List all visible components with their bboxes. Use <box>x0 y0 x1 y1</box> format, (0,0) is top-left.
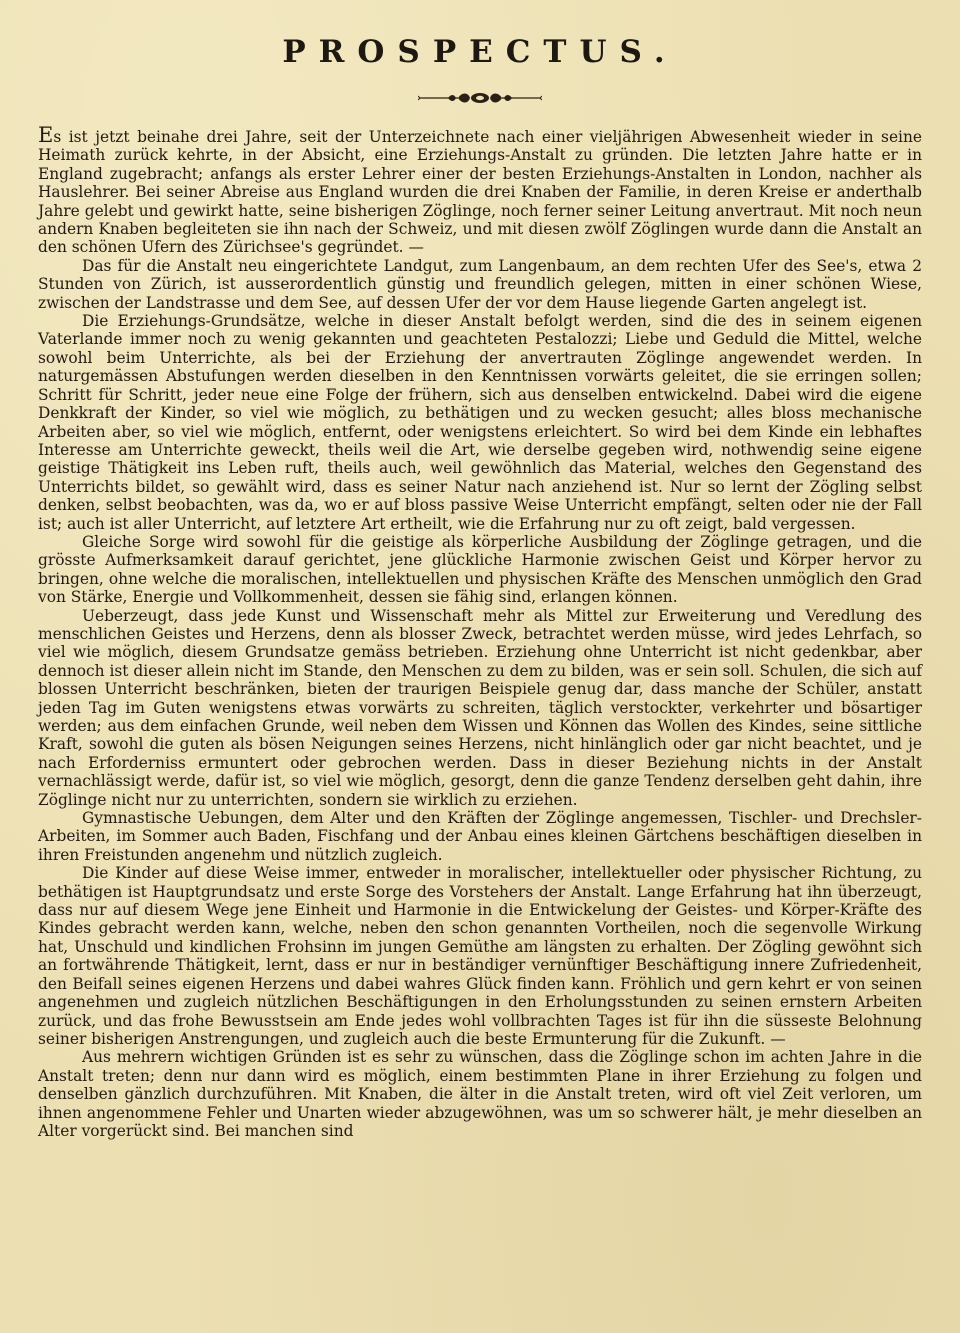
page-title: PROSPECTUS. <box>282 34 678 70</box>
initial-letter: E <box>38 123 54 147</box>
decorative-flourish-icon <box>418 90 542 106</box>
paragraph-text: s ist jetzt beinahe drei Jahre, seit der Unterzeichnete nach einer vieljährigen Abwesenheit wieder in seine Heimath zurück kehrte, in der Absicht, eine Erziehungs-Anstalt zu gründen. Die letzten Jahre hatte er in England zugebracht; anfangs als erster Lehrer einer der besten Erziehungs-Anstalten in London, nachher als Hauslehrer. Bei seiner Abreise aus England wurden die drei Knaben der Familie, in deren Kreise er anderthalb Jahre gelebt und gewirkt hatte, seine bisherigen Zöglinge, noch ferner seiner Leitung anvertraut. Mit noch neun andern Knaben begleiteten sie ihn nach der Schweiz, und mit diesen zwölf Zöglingen wurde dann die Anstalt an den schönen Ufern des Zürichsee's gegründet. — <box>38 128 922 257</box>
paragraph-4: Gleiche Sorge wird sowohl für die geistige als körperliche Ausbildung der Zöglinge getragen, und die grösste Aufmerksamkeit darauf gerichtet, jene glückliche Harmonie zwischen Geist und Körper hervor zu bringen, ohne welche die moralischen, intellektuellen und physischen Kräfte des Menschen unmöglich den Grad von Stärke, Energie und Vollkommenheit, dessen sie fähig sind, erlangen können. <box>38 532 922 607</box>
paragraph-3: Die Erziehungs-Grundsätze, welche in dieser Anstalt befolgt werden, sind die des in seinem eigenen Vaterlande immer noch zu wenig gekannten und geachteten Pestalozzi; Liebe und Geduld die Mittel, welche sowohl beim Unterrichte, als bei der Erziehung der anvertrauten Zöglinge angewendet werden. In naturgemässen Abstufungen werden dieselben in den Kenntnissen vorwärts geleitet, die sie erringen sollen; Schritt für Schritt, jeder neue eine Folge der frühern, sich aus denselben entwickelnd. Dabei wird die eigene Denkkraft der Kinder, so viel wie möglich, zu bethätigen und zu wecken gesucht; alles bloss mechanische Arbeiten aber, so viel wie möglich, entfernt, oder wenigstens erleichtert. So wird bei dem Kinde ein lebhaftes Interesse am Unterrichte geweckt, theils weil die Art, wie derselbe gegeben wird, nothwendig seine eigene geistige Thätigkeit ins Leben ruft, theils auch, weil gewöhnlich das Material, welches den Gegenstand des Unterrichts bildet, so gewählt wird, dass es seiner Natur nach anziehend ist. Nur so lernt der Zögling selbst denken, selbst beobachten, was da, wo er auf bloss passive Weise Unterricht empfängt, selten oder nie der Fall ist; auch ist aller Unterricht, auf letztere Art ertheilt, wie die Erfahrung nur zu oft zeigt, bald vergessen. <box>38 312 922 533</box>
paragraph-6: Gymnastische Uebungen, dem Alter und den Kräften der Zöglinge angemessen, Tischler- und Drechsler-Arbeiten, im Sommer auch Baden, Fischfang und der Anbau eines kleinen Gärtchens beschäftigen dieselben in ihren Freistunden angenehm und nützlich zugleich. <box>38 809 922 864</box>
paragraph-1 <box>38 123 922 257</box>
paragraph-5: Ueberzeugt, dass jede Kunst und Wissenschaft mehr als Mittel zur Erweiterung und Veredlung des menschlichen Geistes und Herzens, denn als blosser Zweck, betrachtet werden müsse, wird jedes Lehrfach, so viel wie möglich, diesem Grundsatze gemäss betrieben. Erziehung ohne Unterricht ist nicht gedenkbar, aber dennoch ist dieser allein nicht im Stande, den Menschen zu dem zu bilden, was er sein soll. Schulen, die sich auf blossen Unterricht beschränken, bieten der traurigen Beispiele genug dar, dass manche der Schüler, anstatt jeden Tag im Guten wenigstens etwas vorwärts zu schreiten, täglich verstockter, verkehrter und bösartiger werden; aus dem einfachen Grunde, weil neben dem Wissen und Können das Wollen des Kindes, seine sittliche Kraft, sowohl die guten als bösen Neigungen seines Herzens, nicht hinlänglich oder gar nicht beachtet, und je nach Erforderniss ermuntert oder gebrochen werden. Dass in dieser Beziehung nichts in der Anstalt vernachlässigt werde, dafür ist, so viel wie möglich, gesorgt, denn die ganze Tendenz derselben geht dahin, ihre Zöglinge nicht nur zu unterrichten, sondern sie wirklich zu erziehen. <box>38 606 922 809</box>
prospectus-body <box>38 123 922 1140</box>
paragraph-8: Aus mehrern wichtigen Gründen ist es sehr zu wünschen, dass die Zöglinge schon im achten Jahre in die Anstalt treten; denn nur dann wird es möglich, einem bestimmten Plane in ihrer Erziehung zu folgen und denselben gänzlich durchzuführen. Mit Knaben, die älter in die Anstalt treten, wird oft viel Zeit verloren, um ihnen angenommene Fehler und Unarten wieder abzugewöhnen, was um so schwerer hält, je mehr dieselben an Alter vorgerückt sind. Bei manchen sind <box>38 1048 922 1140</box>
paragraph-7: Die Kinder auf diese Weise immer, entweder in moralischer, intellektueller oder physischer Richtung, zu bethätigen ist Hauptgrundsatz und erste Sorge des Vorstehers der Anstalt. Lange Erfahrung hat ihn überzeugt, dass nur auf diesem Wege jene Einheit und Harmonie in die Entwickelung der Geistes- und Körper-Kräfte des Kindes gebracht werden kann, welche, neben den schon genannten Vortheilen, noch die segenvolle Wirkung hat, Unschuld und kindlichen Frohsinn im jungen Gemüthe am längsten zu erhalten. Der Zögling gewöhnt sich an fortwährende Thätigkeit, lernt, dass er nur in beständiger vernünftiger Beschäftigung innere Zufriedenheit, den Beifall seines eigenen Herzens und dabei wahres Glück finden kann. Fröhlich und gern kehrt er von seinen angenehmen und zugleich nützlichen Beschäftigungen in den Erholungsstunden zu seinen ernstern Arbeiten zurück, und das frohe Bewusstsein am Ende jedes wohl vollbrachten Tages ist für ihn die süsseste Belohnung seiner bisherigen Anstrengungen, und zugleich auch die beste Ermunterung für die Zukunft. — <box>38 864 922 1048</box>
paragraph-2: Das für die Anstalt neu eingerichtete Landgut, zum Langenbaum, an dem rechten Ufer des See's, etwa 2 Stunden von Zürich, ist ausserordentlich günstig und freundlich gelegen, mitten in einer schönen Wiese, zwischen der Landstrasse und dem See, auf dessen Ufer der vor dem Hause liegende Garten angelegt ist. <box>38 256 922 312</box>
